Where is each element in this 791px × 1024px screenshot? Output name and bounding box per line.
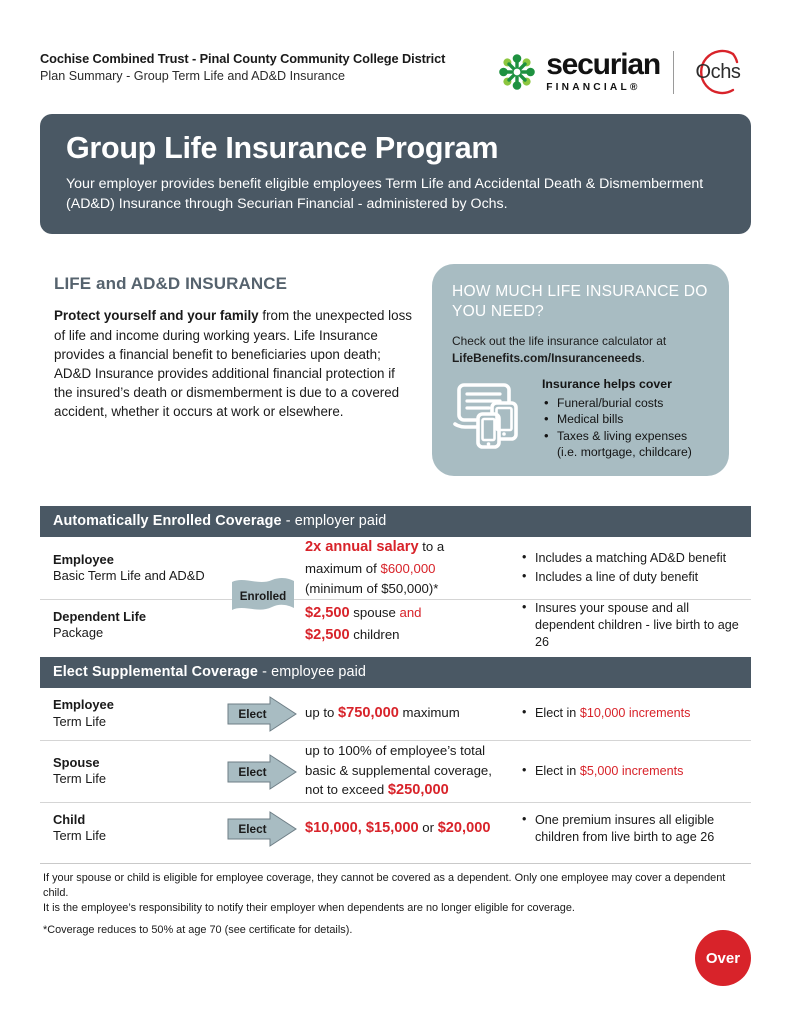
badge-label: Elect [238, 821, 267, 836]
coverage-row-subtitle: Basic Term Life and AD&D [53, 567, 205, 583]
coverage-row-subtitle: Term Life [53, 713, 107, 729]
coverage-row-title: Employee [53, 697, 114, 713]
coverage-notes [515, 763, 751, 780]
coverage-row [40, 688, 751, 740]
securian-financial-label: FINANCIAL® [546, 82, 641, 94]
badge-label: Enrolled [239, 589, 287, 603]
over-badge: Over [695, 930, 751, 986]
text-run: $600,000 [380, 561, 436, 577]
text-run: and [399, 605, 422, 621]
text-run: $750,000 [338, 704, 399, 721]
coverage-row-title: Child [53, 812, 86, 828]
document-header [40, 0, 751, 98]
section-header-title: Automatically Enrolled Coverage [53, 513, 282, 530]
coverage-note-item [521, 569, 751, 586]
covers-text [542, 377, 709, 460]
coverage-notes [515, 705, 751, 722]
life-add-overview [40, 264, 412, 476]
coverage-notes-list [521, 705, 751, 722]
footnote-line: It is the employee’s responsibility to notify their employer when dependents are no longer eligible for coverage. [43, 902, 575, 915]
ochs-logo [687, 46, 749, 98]
securian-logo [497, 50, 660, 93]
document-subtitle: Plan Summary - Group Term Life and AD&D Insurance [40, 69, 345, 84]
coverage-section-header [40, 657, 751, 688]
section-header-qualifier: - employer paid [281, 513, 387, 530]
coverage-notes-list [521, 550, 751, 585]
covers-list [542, 395, 709, 460]
text-run: Includes a matching AD&D benefit [535, 551, 727, 566]
overview-body [54, 306, 412, 421]
program-banner [40, 114, 751, 234]
section-header-title: Elect Supplemental Coverage [53, 663, 259, 680]
coverage-tables [40, 506, 751, 854]
text-run: $250,000 [387, 782, 449, 799]
calculator-url[interactable]: LifeBenefits.com/Insuranceneeds [452, 350, 642, 365]
text-run: Includes a line of duty benefit [535, 570, 699, 585]
coverage-notes-list [521, 763, 751, 780]
text-run: maximum [398, 704, 460, 720]
enrolled-badge [228, 575, 298, 617]
coverage-row-label [40, 697, 220, 730]
text-run: children [349, 627, 400, 643]
covers-item: • Medical bills [542, 411, 709, 427]
coverage-row-title: Dependent Life [53, 608, 147, 624]
text-run: up to [305, 704, 338, 720]
coverage-amount [305, 818, 515, 840]
text-run: One premium insures all eligible children from live birth to age 26 [535, 813, 715, 844]
coverage-row-subtitle: Package [53, 625, 104, 640]
coverage-notes [515, 600, 751, 650]
coverage-notes [515, 812, 751, 845]
coverage-note-item [521, 763, 751, 780]
calculator-callout-title: HOW MUCH LIFE INSURANCE DO YOU NEED? [452, 283, 708, 320]
coverage-row-badge-slot [220, 753, 305, 791]
footnote-line: *Coverage reduces to 50% at age 70 (see certificate for details). [43, 924, 353, 937]
coverage-row-badge-slot [220, 810, 305, 848]
coverage-row-label [40, 755, 220, 788]
coverage-row-title: Spouse [53, 755, 100, 771]
coverage-note-item [521, 705, 751, 722]
text-run: $10,000 increments [579, 706, 691, 721]
coverage-notes [515, 550, 751, 585]
covers-block [452, 377, 709, 460]
text-run: basic & supplemental coverage, [305, 762, 492, 778]
text-run: to a [418, 539, 445, 555]
program-description: Your employer provides benefit eligible employees Term Life and Accidental Death & Dismemberment (AD&D) Insurance through Securian Financial - administered by Ochs. [66, 176, 704, 213]
coverage-amount [305, 537, 515, 598]
coverage-amount [305, 741, 515, 802]
text-run: Insures your spouse and all dependent children - live birth to age 26 [535, 601, 739, 649]
securian-word: securian [546, 48, 660, 82]
text-run: up to 100% of employee’s total [305, 742, 486, 758]
footnotes [40, 863, 751, 938]
section-header-qualifier: - employee paid [258, 663, 367, 680]
overview-heading: LIFE and AD&D INSURANCE [54, 274, 288, 294]
coverage-row-label [40, 812, 220, 845]
coverage-section-header [40, 506, 751, 537]
covers-item: • Funeral/burial costs [542, 395, 709, 411]
coverage-row [40, 802, 751, 854]
program-title: Group Life Insurance Program [66, 131, 499, 165]
ochs-word: Ochs [695, 60, 741, 83]
coverage-row-label [40, 552, 220, 585]
elect-badge [226, 753, 300, 791]
calculator-note-prefix: Check out the life insurance calculator at [452, 334, 667, 349]
coverage-amount [305, 703, 515, 725]
calculator-callout-box [432, 264, 729, 476]
coverage-notes-list [521, 600, 751, 650]
securian-wordmark [546, 50, 660, 93]
coverage-note-item [521, 550, 751, 567]
calculator-note-suffix: . [641, 350, 645, 365]
badge-label: Elect [238, 706, 267, 721]
devices-icon [452, 379, 530, 453]
coverage-row [40, 537, 751, 603]
elect-badge [226, 810, 300, 848]
overview-section [40, 264, 751, 476]
covers-item: • Taxes & living expenses (i.e. mortgage, childcare) [542, 428, 709, 461]
organization-name: Cochise Combined Trust - Pinal County Community College District [40, 51, 446, 66]
text-run: spouse [349, 605, 400, 621]
overview-body-rest: from the unexpected loss of life and income during working years. Life Insurance provides a financial benefit to beneficiaries upon death; AD&D Insurance provides additional financial protection if the insured’s death or dismemberment is due to a covered accident, whether it occurs at work or elsewhere. [54, 308, 412, 420]
text-run: (minimum of $50,000)* [305, 581, 439, 597]
text-run: Elect in [535, 764, 580, 779]
text-run: not to exceed [305, 782, 388, 798]
coverage-row [40, 599, 751, 651]
coverage-row-subtitle: Term Life [53, 828, 107, 844]
coverage-amount [305, 603, 515, 647]
coverage-row-subtitle: Term Life [53, 771, 107, 787]
organization-block [40, 46, 445, 86]
coverage-row-label [40, 609, 220, 642]
text-run: $20,000 [437, 819, 491, 836]
text-run: 2x annual salary [305, 539, 419, 556]
elect-badge [226, 695, 300, 733]
text-run: maximum of [305, 561, 381, 577]
coverage-note-item [521, 812, 751, 845]
text-run: $2,500 [305, 627, 350, 644]
text-run: $5,000 increments [579, 764, 684, 779]
calculator-callout-note [452, 333, 709, 366]
coverage-row-title: Employee [53, 551, 114, 567]
footnote-line: If your spouse or child is eligible for employee coverage, they cannot be covered as a dependent. Only one employee may cover a dependent child. [43, 872, 726, 900]
text-run: $2,500 [305, 605, 350, 622]
covers-title: Insurance helps cover [542, 376, 672, 391]
coverage-notes-list [521, 812, 751, 845]
coverage-row-badge-slot [220, 695, 305, 733]
securian-floral-icon [497, 52, 537, 92]
text-run: $10,000, $15,000 [305, 819, 419, 836]
brand-logo-lockup [497, 46, 751, 98]
logo-divider [673, 51, 674, 94]
coverage-row [40, 740, 751, 802]
coverage-note-item [521, 600, 751, 650]
overview-body-lead: Protect yourself and your family [54, 308, 259, 324]
text-run: or [418, 819, 438, 835]
badge-label: Elect [238, 764, 267, 779]
text-run: Elect in [535, 706, 580, 721]
